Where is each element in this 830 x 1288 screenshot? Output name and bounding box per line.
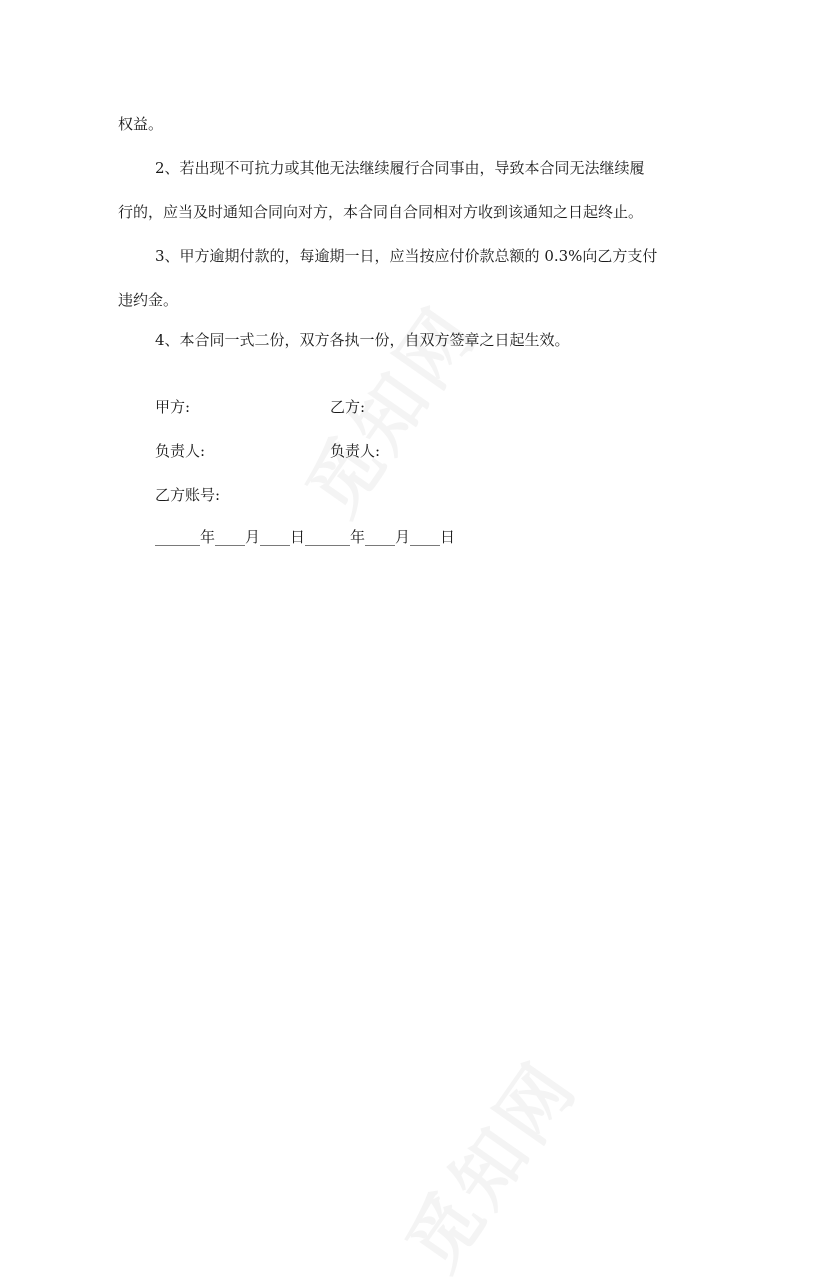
watermark-top bbox=[277, 281, 496, 532]
paragraph-2-line-1: 2、若出现不可抗力或其他无法继续履行合同事由，导致本合同无法继续履 bbox=[155, 159, 645, 177]
watermark-bottom bbox=[377, 1036, 596, 1287]
party-a-label: 甲方: bbox=[155, 398, 191, 416]
party-b-account-label: 乙方账号: bbox=[155, 486, 221, 504]
paragraph-3-line-2: 违约金。 bbox=[118, 291, 179, 309]
paragraph-2-line-2: 行的，应当及时通知合同向对方，本合同自合同相对方收到该通知之日起终止。 bbox=[118, 203, 644, 221]
paragraph-3-line-1: 3、甲方逾期付款的，每逾期一日，应当按应付价款总额的 0.3%向乙方支付 bbox=[155, 247, 658, 265]
responsible-a-label: 负责人: bbox=[155, 442, 206, 460]
paragraph-4: 4、本合同一式二份，双方各执一份，自双方签章之日起生效。 bbox=[155, 331, 570, 349]
paragraph-1-tail: 权益。 bbox=[118, 115, 164, 133]
party-b-label: 乙方: bbox=[330, 398, 366, 416]
responsible-b-label: 负责人: bbox=[330, 442, 381, 460]
signature-date-line: ______年____月____日______年____月____日 bbox=[155, 528, 456, 546]
